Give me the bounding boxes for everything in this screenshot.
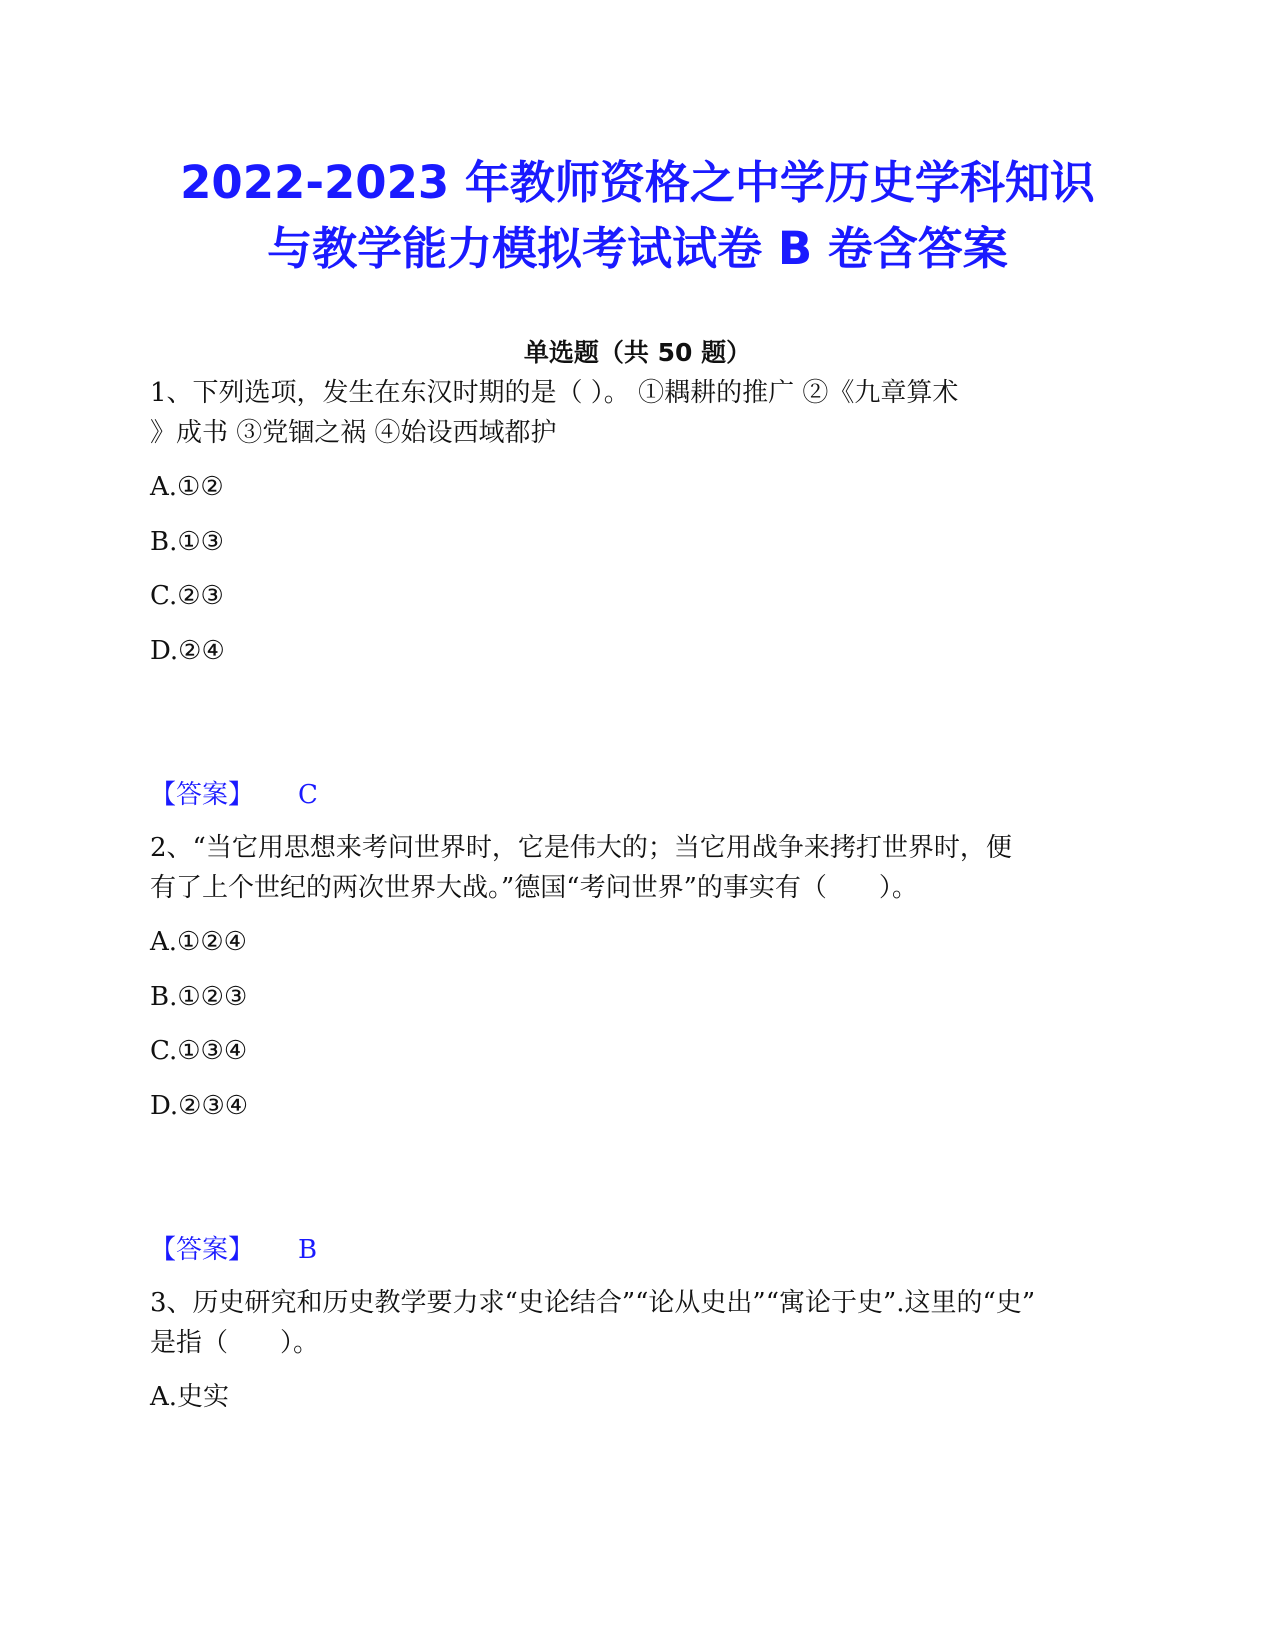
question-1-line-2: 》成书 ③党锢之祸 ④始设西域都护 <box>150 418 557 448</box>
title-line-1: 2022-2023 年教师资格之中学历史学科知识 <box>180 156 1095 209</box>
question-2-text <box>150 828 1110 908</box>
question-1-text <box>150 373 1110 453</box>
question-1-option-a: A.①② <box>150 472 224 502</box>
answer-value: B <box>298 1235 318 1265</box>
answer-label: 【答案】 <box>150 1235 255 1265</box>
question-1-option-d: D.②④ <box>150 636 225 666</box>
question-1-option-c: C.②③ <box>150 581 224 611</box>
question-2-line-2: 有了上个世纪的两次世界大战。”德国“考问世界”的事实有（ ）。 <box>150 873 918 903</box>
question-2-option-a: A.①②④ <box>150 927 247 957</box>
document-title <box>100 150 1175 282</box>
title-line-2: 与教学能力模拟考试试卷 B 卷含答案 <box>267 222 1008 275</box>
section-heading: 单选题（共 50 题） <box>523 338 752 367</box>
question-2-option-b: B.①②③ <box>150 982 248 1012</box>
question-3-option-a: A.史实 <box>150 1382 230 1412</box>
question-2-answer <box>150 1233 317 1267</box>
answer-value: C <box>298 780 318 810</box>
question-2-option-d: D.②③④ <box>150 1091 249 1121</box>
question-2-option-c: C.①③④ <box>150 1036 248 1066</box>
question-3-line-2: 是指（ ）。 <box>150 1328 320 1358</box>
question-3-line-1: 3、历史研究和历史教学要力求“史论结合”“论从史出”“寓论于史”.这里的“史” <box>150 1288 1036 1318</box>
question-1-option-b: B.①③ <box>150 527 224 557</box>
question-2-line-1: 2、“当它用思想来考问世界时，它是伟大的；当它用战争来拷打世界时，便 <box>150 833 1012 863</box>
question-3-text <box>150 1283 1110 1363</box>
answer-label: 【答案】 <box>150 780 255 810</box>
question-1-answer <box>150 778 318 812</box>
question-1-line-1: 1、下列选项，发生在东汉时期的是（ ）。 ①耦耕的推广 ②《九章算术 <box>150 378 959 408</box>
